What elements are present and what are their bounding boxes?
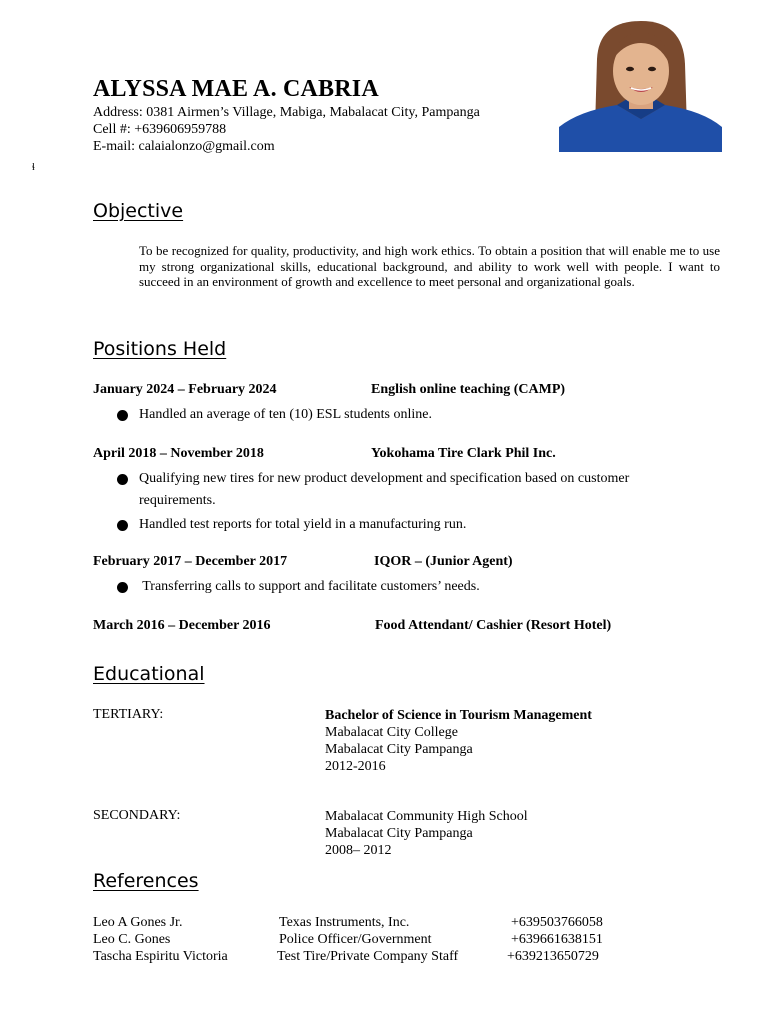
reference-phone: +639503766058 <box>511 915 603 930</box>
tertiary-degree: Bachelor of Science in Tourism Management <box>325 708 592 723</box>
position-title: Yokohama Tire Clark Phil Inc. <box>371 446 556 461</box>
reference-phone: +639661638151 <box>511 932 603 947</box>
reference-org: Police Officer/Government <box>279 932 432 947</box>
reference-org: Test Tire/Private Company Staff <box>277 949 459 964</box>
reference-name: Leo A Gones Jr. <box>93 915 183 930</box>
tertiary-years: 2012-2016 <box>325 759 386 774</box>
profile-photo-illustration <box>559 19 722 152</box>
bullet-icon <box>117 520 128 531</box>
secondary-school: Mabalacat Community High School <box>325 809 528 824</box>
address-line: Address: 0381 Airmen’s Village, Mabiga, Mabalacat City, Pampanga <box>93 105 480 120</box>
position-date: January 2024 – February 2024 <box>93 382 277 397</box>
position-title: English online teaching (CAMP) <box>371 382 566 397</box>
position-bullet: Handled test reports for total yield in a manufacturing run. <box>139 517 467 532</box>
references-heading: References <box>93 870 199 892</box>
tertiary-label: TERTIARY: <box>93 707 164 722</box>
email-line: E-mail: calaialonzo@gmail.com <box>93 139 275 154</box>
reference-name: Leo C. Gones <box>93 932 171 947</box>
position-title: Food Attendant/ Cashier (Resort Hotel) <box>375 618 612 633</box>
reference-org: Texas Instruments, Inc. <box>279 915 410 930</box>
secondary-label: SECONDARY: <box>93 808 181 823</box>
reference-phone: +639213650729 <box>507 949 599 964</box>
reference-name: Tascha Espiritu Victoria <box>93 949 228 964</box>
secondary-years: 2008– 2012 <box>325 843 392 858</box>
tertiary-location: Mabalacat City Pampanga <box>325 742 473 757</box>
applicant-name: ALYSSA MAE A. CABRIA <box>93 76 379 102</box>
position-bullet: Handled an average of ten (10) ESL students online. <box>139 407 433 422</box>
objective-text: To be recognized for quality, productivity, and high work ethics. To obtain a position that will enable me to use my strong organizational skills, educational background, and ability to work well with people. I want to succeed in an environment of growth and excellence to meet personal and organizational goals. <box>139 243 720 289</box>
bullet-icon <box>117 582 128 593</box>
bullet-icon <box>117 410 128 421</box>
positions-heading: Positions Held <box>93 338 227 360</box>
bullet-icon <box>117 474 128 485</box>
stray-mark: ɬ <box>32 162 35 173</box>
position-date: February 2017 – December 2017 <box>93 554 288 569</box>
position-bullet: Transferring calls to support and facilitate customers’ needs. <box>139 579 480 594</box>
cell-line: Cell #: +639606959788 <box>93 122 227 137</box>
position-date: March 2016 – December 2016 <box>93 618 271 633</box>
position-date: April 2018 – November 2018 <box>93 446 264 461</box>
position-title: IQOR – (Junior Agent) <box>374 554 513 569</box>
tertiary-school: Mabalacat City College <box>325 725 458 740</box>
secondary-block <box>325 808 528 859</box>
profile-photo <box>559 19 722 152</box>
secondary-location: Mabalacat City Pampanga <box>325 826 473 841</box>
tertiary-block <box>325 707 592 775</box>
position-bullet: Qualifying new tires for new product development and specification based on customer requirements. <box>139 471 630 508</box>
education-heading: Educational <box>93 663 205 685</box>
objective-heading: Objective <box>93 200 184 222</box>
